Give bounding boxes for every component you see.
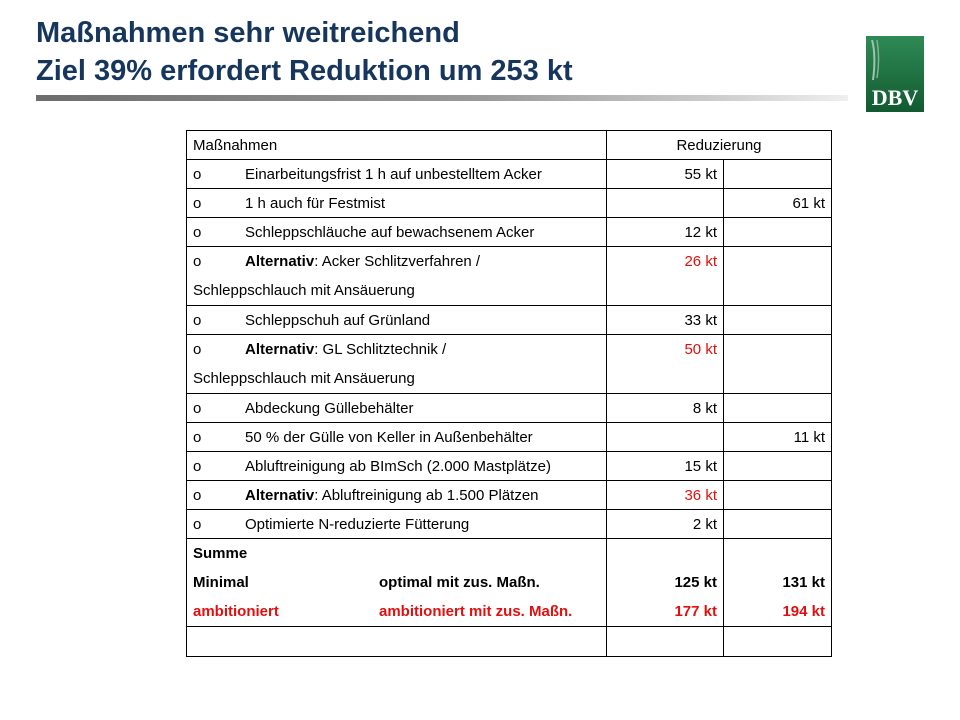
- reduction-value-additional: [724, 160, 832, 189]
- bullet: o: [193, 428, 202, 446]
- table-row: [187, 218, 832, 247]
- reduction-value-additional: [724, 306, 832, 335]
- reduction-value-additional: [724, 394, 832, 423]
- summary-label-cell: [187, 539, 607, 627]
- measure-cell: [187, 218, 607, 247]
- reduction-value: 55 kt: [607, 160, 724, 189]
- reduction-value: 12 kt: [607, 218, 724, 247]
- measure-cell: [187, 160, 607, 189]
- empty-cell: [187, 627, 607, 657]
- summary-ambitious: ambitioniert ambitioniert mit zus. Maßn.: [193, 603, 573, 620]
- measure-text: Schleppschuh auf Grünland: [245, 311, 431, 329]
- bullet: o: [193, 223, 202, 241]
- measure-cell: [187, 452, 607, 481]
- bullet: o: [193, 457, 202, 475]
- table-row: [187, 335, 832, 394]
- reduction-value-additional: [724, 335, 832, 394]
- measure-text: : GL Schlitztechnik /: [314, 341, 447, 358]
- summary-value: 125 kt 177 kt: [607, 539, 724, 627]
- table-row: [187, 481, 832, 510]
- measure-text: Schleppschläuche auf bewachsenem Acker: [245, 223, 535, 241]
- measure-text: Abluftreinigung ab BImSch (2.000 Mastplätze): [245, 457, 551, 475]
- summary-minimal: Minimal optimal mit zus. Maßn.: [193, 574, 540, 591]
- reduction-value-additional: [724, 218, 832, 247]
- header-reduction: Reduzierung: [607, 131, 832, 160]
- measure-cell: [187, 481, 607, 510]
- table-row: [187, 394, 832, 423]
- table-row: [187, 189, 832, 218]
- reduction-value: 2 kt: [607, 510, 724, 539]
- reduction-value-additional: [724, 247, 832, 306]
- summary-value-additional: 131 kt 194 kt: [724, 539, 832, 627]
- empty-cell: [607, 627, 724, 657]
- empty-row: [187, 627, 832, 657]
- bullet: o: [193, 253, 202, 270]
- table-row: [187, 160, 832, 189]
- measure-text-continued: Schleppschlauch mit Ansäuerung: [193, 282, 415, 299]
- table-row: [187, 452, 832, 481]
- table-row: [187, 423, 832, 452]
- alternative-label: Alternativ: [245, 253, 315, 270]
- reduction-value: 33 kt: [607, 306, 724, 335]
- measure-text: 1 h auch für Festmist: [245, 194, 386, 212]
- reduction-value: 26 kt: [607, 247, 724, 306]
- header-measures: Maßnahmen: [187, 131, 607, 160]
- measure-cell: [187, 335, 607, 394]
- measure-cell: [187, 394, 607, 423]
- bullet: o: [193, 311, 202, 329]
- bullet: o: [193, 399, 202, 417]
- measure-text: : Acker Schlitzverfahren /: [314, 253, 481, 270]
- svg-text:DBV: DBV: [871, 85, 919, 110]
- reduction-value: 36 kt: [607, 481, 724, 510]
- reduction-value-additional: 61 kt: [724, 189, 832, 218]
- summary-title: Summe: [193, 545, 248, 562]
- reduction-value: [607, 423, 724, 452]
- bullet: o: [193, 486, 202, 504]
- table-row: [187, 510, 832, 539]
- measure-text: 50 % der Gülle von Keller in Außenbehälter: [245, 428, 533, 446]
- measure-cell: [187, 423, 607, 452]
- bullet: o: [193, 515, 202, 533]
- title-underline: [36, 95, 848, 101]
- measure-cell: [187, 189, 607, 218]
- empty-cell: [724, 627, 832, 657]
- reduction-value-additional: 11 kt: [724, 423, 832, 452]
- measure-text: : Abluftreinigung ab 1.500 Plätzen: [314, 486, 539, 504]
- title-line-2: Ziel 39% erfordert Reduktion um 253 kt: [36, 55, 573, 87]
- reduction-value: [607, 189, 724, 218]
- measure-text-continued: Schleppschlauch mit Ansäuerung: [193, 370, 415, 387]
- slide-title: [36, 14, 573, 90]
- measure-text: Optimierte N-reduzierte Fütterung: [245, 515, 470, 533]
- table-header-row: [187, 131, 832, 160]
- reduction-value: 15 kt: [607, 452, 724, 481]
- measure-cell: [187, 247, 607, 306]
- table-row: [187, 306, 832, 335]
- reduction-value: 50 kt: [607, 335, 724, 394]
- measure-text: Abdeckung Güllebehälter: [245, 399, 414, 417]
- measure-cell: [187, 510, 607, 539]
- measure-text: Einarbeitungsfrist 1 h auf unbestelltem Acker: [245, 165, 542, 183]
- alternative-label: Alternativ: [245, 486, 315, 504]
- dbv-logo: [866, 36, 924, 112]
- bullet: o: [193, 341, 202, 358]
- measures-table: [186, 130, 832, 657]
- reduction-value-additional: [724, 452, 832, 481]
- table-row: [187, 247, 832, 306]
- title-line-1: Maßnahmen sehr weitreichend: [36, 17, 460, 49]
- summary-row: [187, 539, 832, 627]
- alternative-label: Alternativ: [245, 341, 315, 358]
- bullet: o: [193, 165, 202, 183]
- reduction-value: 8 kt: [607, 394, 724, 423]
- reduction-value-additional: [724, 481, 832, 510]
- bullet: o: [193, 194, 202, 212]
- measure-cell: [187, 306, 607, 335]
- reduction-value-additional: [724, 510, 832, 539]
